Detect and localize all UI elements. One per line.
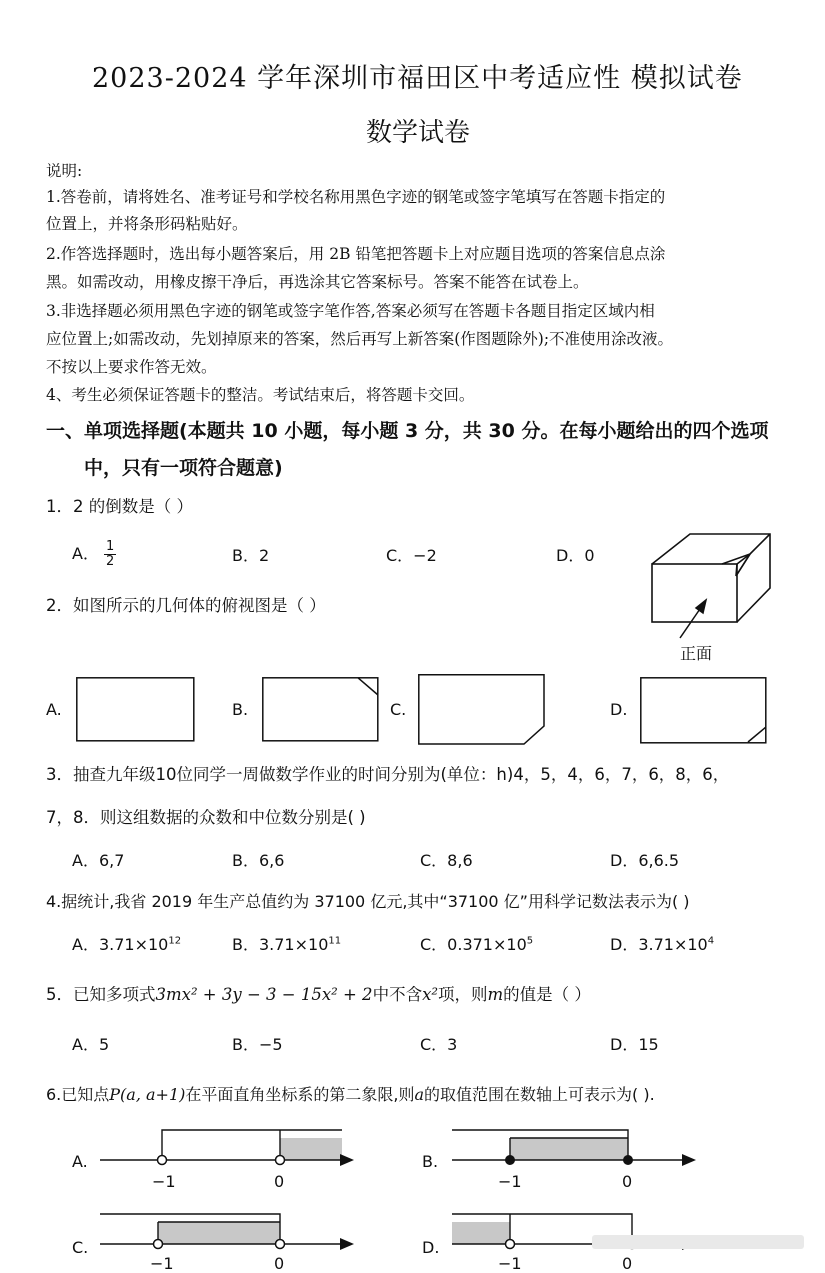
q1-option-c[interactable]: C．−2 [386, 546, 437, 565]
q3-option-c[interactable]: C．8,6 [420, 851, 473, 870]
q3-option-a[interactable]: A．6,7 [72, 851, 125, 870]
q2-solid-figure [640, 528, 780, 638]
q6-option-a-numberline[interactable] [100, 1126, 360, 1186]
q2-option-a-figure[interactable] [76, 677, 196, 743]
q1-stem: 1．2 的倒数是（ ） [46, 497, 193, 516]
q2-option-a-label[interactable]: A. [46, 700, 62, 719]
q4-option-a[interactable] [72, 932, 181, 955]
q6-b-tick-0: 0 [622, 1172, 633, 1191]
q1-option-a[interactable] [72, 540, 116, 569]
q6-variable: a [414, 1085, 425, 1104]
q6-stem-mid: 在平面直角坐标系的第二象限,则 [185, 1085, 415, 1104]
q4-option-d[interactable] [610, 932, 714, 955]
q4-option-a-base: A．3.71×10 [72, 935, 169, 954]
instruction-1-line2: 位置上，并将条形码粘贴好。 [46, 215, 248, 233]
q6-b-tick-neg1: −1 [498, 1172, 522, 1191]
q6-stem [46, 1082, 655, 1105]
q2-option-d-label[interactable]: D. [610, 700, 628, 719]
q5-stem-mid: 中不含 [372, 985, 423, 1004]
q4-option-b-base: B．3.71×10 [232, 935, 329, 954]
q5-term: x² [422, 985, 438, 1004]
q5-option-b[interactable]: B．−5 [232, 1035, 283, 1054]
exam-title: 2023-2024 学年深圳市福田区中考适应性 模拟试卷 [92, 63, 743, 94]
instruction-4: 4、考生必须保证答题卡的整洁。考试结束后，将答题卡交回。 [46, 386, 475, 404]
q1-fraction-denominator: 2 [106, 554, 115, 569]
q1-option-a-label: A． [72, 544, 99, 563]
exam-subtitle: 数学试卷 [366, 118, 471, 148]
q5-option-d[interactable]: D．15 [610, 1035, 659, 1054]
q4-option-a-exponent: 12 [168, 935, 182, 947]
instruction-3-line1: 3.非选择题必须用黑色字迹的钢笔或签字笔作答,答案必须写在答题卡各题目指定区域内相 [46, 302, 655, 320]
q1-option-b[interactable]: B．2 [232, 546, 270, 565]
q2-stem: 2．如图所示的几何体的俯视图是（ ） [46, 596, 326, 615]
q6-option-c-numberline[interactable] [100, 1210, 360, 1250]
section-heading-line1: 一、单项选择题(本题共 10 小题，每小题 3 分，共 30 分。在每小题给出的四个选项 [46, 420, 769, 442]
q6-a-tick-0: 0 [274, 1172, 285, 1191]
q2-option-d-figure[interactable] [640, 677, 768, 745]
q6-stem-post: 的取值范围在数轴上可表示为( ). [424, 1085, 655, 1104]
q3-option-b[interactable]: B．6,6 [232, 851, 285, 870]
instructions-heading: 说明: [46, 162, 83, 180]
q5-option-a[interactable]: A．5 [72, 1035, 110, 1054]
q6-option-a-label[interactable]: A. [72, 1152, 88, 1171]
q5-stem-post: 的值是（ ） [503, 985, 591, 1004]
q6-option-d-label[interactable]: D. [422, 1238, 440, 1257]
q6-option-b-label[interactable]: B. [422, 1152, 439, 1171]
q2-option-c-label[interactable]: C. [390, 700, 407, 719]
instruction-2-line2: 黑。如需改动，用橡皮擦干净后，再选涂其它答案标号。答案不能答在试卷上。 [46, 273, 589, 291]
q2-option-c-figure[interactable] [418, 674, 546, 746]
q4-option-c-base: C．0.371×10 [420, 935, 527, 954]
q5-stem-pre: 5．已知多项式 [46, 985, 156, 1004]
q3-stem-line1: 3．抽查九年级10位同学一周做数学作业的时间分别为(单位：h)4，5，4，6，7，6，8，6， [46, 765, 730, 784]
q6-point: P(a, a+1) [109, 1085, 186, 1104]
q4-option-d-base: D．3.71×10 [610, 935, 708, 954]
q6-d-tick-neg1: −1 [498, 1254, 522, 1273]
q6-a-tick-neg1: −1 [152, 1172, 176, 1191]
q5-option-c[interactable]: C．3 [420, 1035, 458, 1054]
q2-option-b-label[interactable]: B. [232, 700, 249, 719]
instruction-3-line3: 不按以上要求作答无效。 [46, 358, 217, 376]
q3-option-d[interactable]: D．6,6.5 [610, 851, 680, 870]
q4-option-c[interactable] [420, 932, 533, 955]
q5-stem [46, 981, 591, 1005]
q1-option-d[interactable]: D．0 [556, 546, 595, 565]
q5-stem-mid2: 项，则 [437, 985, 488, 1004]
q2-figure-caption: 正面 [680, 644, 713, 663]
image-viewer-toolbar[interactable] [592, 1235, 804, 1249]
q2-option-b-figure[interactable] [262, 677, 380, 743]
instruction-2-line1: 2.作答选择题时，选出每小题答案后，用 2B 铅笔把答题卡上对应题目选项的答案信息点涂 [46, 245, 666, 263]
q5-polynomial: 3mx² + 3y − 3 − 15x² + 2 [155, 985, 373, 1004]
instruction-1-line1: 1.答卷前，请将姓名、准考证号和学校名称用黑色字迹的钢笔或签字笔填写在答题卡指定的 [46, 188, 666, 206]
q6-option-c-label[interactable]: C. [72, 1238, 89, 1257]
q4-option-d-exponent: 4 [707, 935, 715, 947]
q3-stem-line2: 7，8．则这组数据的众数和中位数分别是( ) [46, 808, 366, 827]
q6-d-tick-0: 0 [622, 1254, 633, 1273]
q4-option-b[interactable] [232, 932, 341, 955]
q6-c-tick-0: 0 [274, 1254, 285, 1273]
q4-option-c-exponent: 5 [526, 935, 534, 947]
q5-variable: m [487, 985, 504, 1004]
q6-option-b-numberline[interactable] [452, 1126, 702, 1186]
instruction-3-line2: 应位置上;如需改动，先划掉原来的答案，然后再写上新答案(作图题除外);不准使用涂改液。 [46, 330, 674, 348]
section-heading-line2: 中，只有一项符合题意) [84, 457, 283, 479]
q1-fraction-numerator: 1 [106, 539, 115, 554]
q1-option-a-fraction [104, 540, 116, 569]
q6-stem-pre: 6.已知点 [46, 1085, 110, 1104]
q4-option-b-exponent: 11 [328, 935, 342, 947]
q4-stem: 4.据统计,我省 2019 年生产总值约为 37100 亿元,其中“37100 亿”用科学记数法表示为( ) [46, 892, 690, 911]
q6-c-tick-neg1: −1 [150, 1254, 174, 1273]
